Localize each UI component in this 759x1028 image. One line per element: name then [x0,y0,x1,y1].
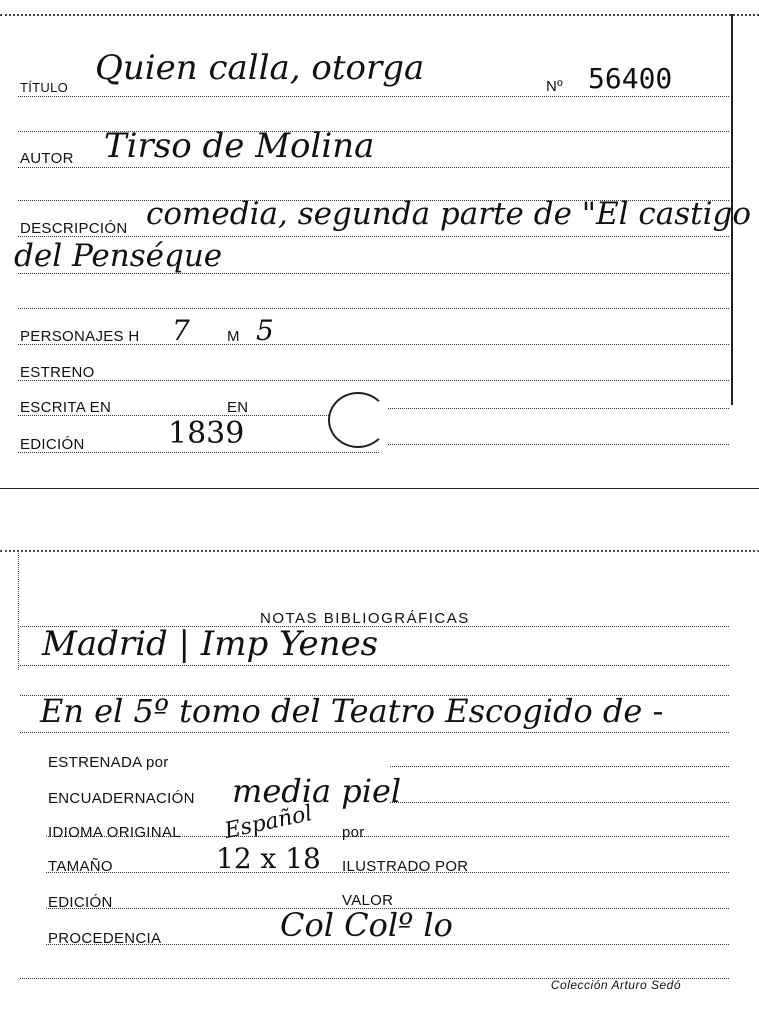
numero-label: Nº [546,78,563,95]
rule-encuadernacion [390,802,729,803]
rule-titulo [18,96,729,97]
rule-estreno [18,380,729,381]
edicion-label: EDICIÓN [20,436,85,453]
autor-label: AUTOR [20,150,74,167]
rule-autor [18,167,729,168]
procedencia-label: PROCEDENCIA [48,930,162,947]
en-label: EN [227,399,249,416]
titulo-label: TÍTULO [20,80,69,95]
rule-note-2 [20,732,729,733]
catalog-card-front [0,0,759,495]
rule-escrita-right [388,408,729,409]
encuadernacion-value: media piel [232,772,402,810]
rule-blank-3 [18,308,729,309]
encuadernacion-label: ENCUADERNACIÓN [48,790,195,807]
valor-label: VALOR [342,892,394,909]
idioma-label: IDIOMA ORIGINAL [48,824,181,841]
estreno-label: ESTRENO [20,364,95,381]
personajes-label: PERSONAJES H [20,328,140,345]
tamano-label: TAMAÑO [48,858,113,875]
estrenada-label: ESTRENADA por [48,754,169,771]
descripcion-label: DESCRIPCIÓN [20,220,128,237]
card-bottom-border [0,488,759,489]
card-top-border [0,14,759,16]
catalog-card-back [0,540,759,1028]
card-left-border [18,550,19,670]
escrita-label: ESCRITA EN [20,399,112,416]
personajes-h-value: 7 [172,314,190,347]
procedencia-value: Col Colº lo [280,906,453,944]
note-line-1: Madrid | Imp Yenes [42,624,379,664]
punch-hole [328,392,388,448]
rule-estrenada [390,766,729,767]
notas-heading: NOTAS BIBLIOGRÁFICAS [260,610,470,627]
rule-note-1 [20,665,729,666]
autor-value: Tirso de Molina [104,126,375,166]
card-top-border [0,550,759,552]
edicion-b-label: EDICIÓN [48,894,113,911]
tamano-value: 12 x 18 [216,842,321,875]
collection-credit: Colección Arturo Sedó [550,978,681,992]
edicion-value: 1839 [168,416,245,451]
descripcion-value-line1: comedia, segunda parte de "El castigo [146,196,752,232]
personajes-m-value: 5 [256,314,274,347]
personajes-m-label: M [227,328,240,345]
note-line-2: En el 5º tomo del Teatro Escogido de - [40,692,664,730]
idioma-value: Español [222,801,315,844]
rule-edicion-right [388,444,729,445]
titulo-value: Quien calla, otorga [95,48,425,88]
por-label: por [342,824,365,841]
numero-value: 56400 [588,62,673,95]
ilustrado-label: ILUSTRADO POR [342,858,469,875]
descripcion-value-line2: del Penséque [14,238,223,274]
